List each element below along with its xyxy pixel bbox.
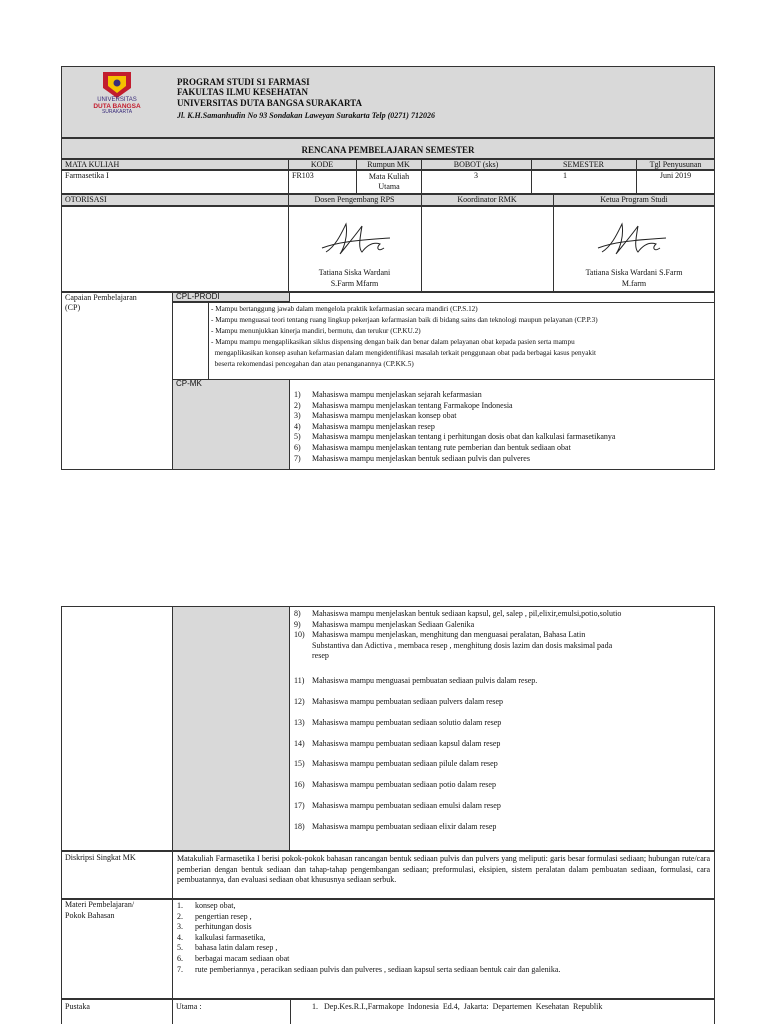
pustaka-utama: Utama : <box>176 1002 202 1011</box>
koordinator-label: Koordinator RMK <box>457 195 517 204</box>
dosen-name-1: Tatiana Siska Wardani <box>318 268 391 277</box>
val-rumpun: Mata Kuliah Utama <box>368 172 410 191</box>
list-item: 6) Mahasiswa mampu menjelaskan tentang rute pemberian dan bentuk sediaan obat <box>294 442 571 452</box>
col-tgl: Tgl Penyusunan <box>649 160 702 169</box>
col-semester: SEMESTER <box>563 160 604 169</box>
cpl-item: - Mampu menunjukkan kinerja mandiri, bermutu, dan terukur (CP.KU.2) <box>211 327 421 335</box>
val-bobot: 3 <box>474 171 478 180</box>
cpl-item: beserta rekomendasi pencegahan dan atau penanganannya (CP.KK.5) <box>211 360 414 368</box>
ketua-label: Ketua Program Studi <box>600 195 668 204</box>
cp-label-1: Capaian Pembelajaran <box>65 293 137 302</box>
cp-label-2: (CP) <box>65 303 81 312</box>
list-item: 10) Mahasiswa mampu menjelaskan, menghitung dan menguasai peralatan, Bahasa Latin <box>294 630 586 640</box>
list-item: 4. kalkulasi farmasetika, <box>177 932 266 942</box>
list-item: Substantiva dan Adictiva , membaca resep , menghitung dosis lazim dan dosis maksimal pada <box>312 640 613 650</box>
cpl-list <box>211 304 598 370</box>
cpmk-list-page1 <box>294 390 615 464</box>
cpmk-item-16: 16) Mahasiswa mampu pembuatan sediaan potio dalam resep <box>294 780 496 789</box>
col-bobot: BOBOT (sks) <box>453 160 499 169</box>
materi-label-1: Materi Pembelajaran/ <box>65 900 135 909</box>
val-semester: 1 <box>563 171 567 180</box>
cpl-item: - Mampu mampu mengaplikasikan siklus dispensing dengan baik dan benar dalam pelayanan obat kepada pasien serta mampu <box>211 338 575 346</box>
cpmk-continuation-gray <box>172 606 290 851</box>
list-item: 8) Mahasiswa mampu menjelaskan bentuk sediaan kapsul, gel, salep , pil,elixir,emulsi,potio,solutio <box>294 609 622 618</box>
dosen-signature <box>318 218 398 260</box>
address-line: Jl. K.H.Samanhudin No 93 Sondakan Laweyan Surakarta Telp (0271) 712026 <box>177 111 435 120</box>
list-item: 1) Mahasiswa mampu menjelaskan sejarah kefarmasian <box>294 390 482 399</box>
list-item: 7. rute pemberiannya , peracikan sediaan pulvis dan pulveres , sediaan kapsul serta sediaan bentuk cair dan galenika. <box>177 964 561 974</box>
ketua-name-1: Tatiana Siska Wardani S.Farm <box>585 268 683 277</box>
cpmk-item-14: 14) Mahasiswa mampu pembuatan sediaan kapsul dalam resep <box>294 739 501 748</box>
col-kode: KODE <box>310 160 334 169</box>
cpl-prodi-label: CPL-PRODI <box>176 292 220 301</box>
ketua-signature <box>594 218 674 260</box>
val-tgl: Juni 2019 <box>659 171 692 180</box>
ketua-name-2: M.farm <box>621 279 647 288</box>
col-rumpun: Rumpun MK <box>367 160 410 169</box>
list-item: 7) Mahasiswa mampu menjelaskan bentuk sediaan pulvis dan pulveres <box>294 453 530 463</box>
list-item: 2. pengertian resep , <box>177 911 252 921</box>
pustaka-ref-1: 1. Dep.Kes.R.I.,Farmakope Indonesia Ed.4, Jakarta: Departemen Kesehatan Republik <box>312 1002 603 1011</box>
dosen-name-2: S.Farm Mfarm <box>330 279 379 288</box>
cp-mk-label: CP-MK <box>176 379 202 388</box>
header-block <box>61 66 715 138</box>
deskripsi-text: Matakuliah Farmasetika I berisi pokok-pokok bahasan rancangan bentuk sediaan pulvis dan pulvers yang meliputi: garis besar formulasi sediaan; hubungan rute/cara pemberian dengan bentuk sediaan dan tahap-tahap pengembangan sediaan; preformulasi, eksipien, sistem peralatan dalam pembuatan sediaan, formulasi, cara pembuatannya, dan evaluasi sediaan obat khususnya sediaan serbuk. <box>177 854 710 885</box>
cpmk-item-17: 17) Mahasiswa mampu pembuatan sediaan emulsi dalam resep <box>294 801 501 810</box>
list-item: 5. bahasa latin dalam resep , <box>177 943 278 953</box>
list-item: 6. berbagai macam sediaan obat <box>177 953 290 963</box>
cpmk-item-11: 11) Mahasiswa mampu menguasai pembuatan sediaan pulvis dalam resep. <box>294 676 538 685</box>
logo-text-1: UNIVERSITAS <box>97 97 137 103</box>
val-kode: FR103 <box>292 171 314 180</box>
pustaka-label: Pustaka <box>65 1002 90 1011</box>
materi-list <box>177 901 560 975</box>
list-item: 1. konsep obat, <box>177 901 236 910</box>
cpmk-item-15: 15) Mahasiswa mampu pembuatan sediaan pilule dalam resep <box>294 759 498 768</box>
col-mata-kuliah: MATA KULIAH <box>65 160 120 169</box>
faculty-title: FAKULTAS ILMU KESEHATAN <box>177 87 309 97</box>
rps-title: RENCANA PEMBELAJARAN SEMESTER <box>301 145 475 155</box>
university-title: UNIVERSITAS DUTA BANGSA SURAKARTA <box>177 98 362 108</box>
list-item: 4) Mahasiswa mampu menjelaskan resep <box>294 421 435 431</box>
otorisasi-label: OTORISASI <box>65 195 107 204</box>
materi-label-2: Pokok Bahasan <box>65 911 115 920</box>
cpmk-item-12: 12) Mahasiswa mampu pembuatan sediaan pulvers dalam resep <box>294 697 504 706</box>
logo-text-2: DUTA BANGSA <box>93 103 141 110</box>
val-mata-kuliah: Farmasetika I <box>65 171 109 180</box>
logo-text-3: SURAKARTA <box>101 109 133 115</box>
list-item: 5) Mahasiswa mampu menjelaskan tentang i perhitungan dosis obat dan kalkulasi farmasetikanya <box>294 432 616 442</box>
list-item: 2) Mahasiswa mampu menjelaskan tentang Farmakope Indonesia <box>294 400 513 410</box>
cpmk-list-page2 <box>294 609 621 662</box>
cpmk-item-13: 13) Mahasiswa mampu pembuatan sediaan solutio dalam resep <box>294 718 502 727</box>
list-item: 9) Mahasiswa mampu menjelaskan Sediaan Galenika <box>294 619 475 629</box>
cpmk-item-18: 18) Mahasiswa mampu pembuatan sediaan elixir dalam resep <box>294 822 497 831</box>
deskripsi-label: Diskripsi Singkat MK <box>65 853 136 862</box>
list-item: 3. perhitungan dosis <box>177 922 252 932</box>
cpmk-label-cell <box>172 379 290 470</box>
cpl-item: mengaplikasikan konsep asuhan kefarmasian dalam mengidentifikasi masalah terkait penggunaan obat pada berbagai kasus penyakit <box>211 349 597 357</box>
cpl-item: - Mampu menguasai teori tentang ruang lingkup pekerjaan kefarmasian baik di bidang sains dan teknologi maupun pelayanan (CP.P.3) <box>211 316 598 324</box>
dosen-label: Dosen Pengembang RPS <box>314 195 395 204</box>
list-item: 3) Mahasiswa mampu menjelaskan konsep obat <box>294 411 457 421</box>
program-title: PROGRAM STUDI S1 FARMASI <box>177 77 310 87</box>
list-item: resep <box>312 651 329 661</box>
cpl-item: - Mampu bertanggung jawab dalam mengelola praktik kefarmasian secara mandiri (CP.S.12) <box>211 305 478 313</box>
